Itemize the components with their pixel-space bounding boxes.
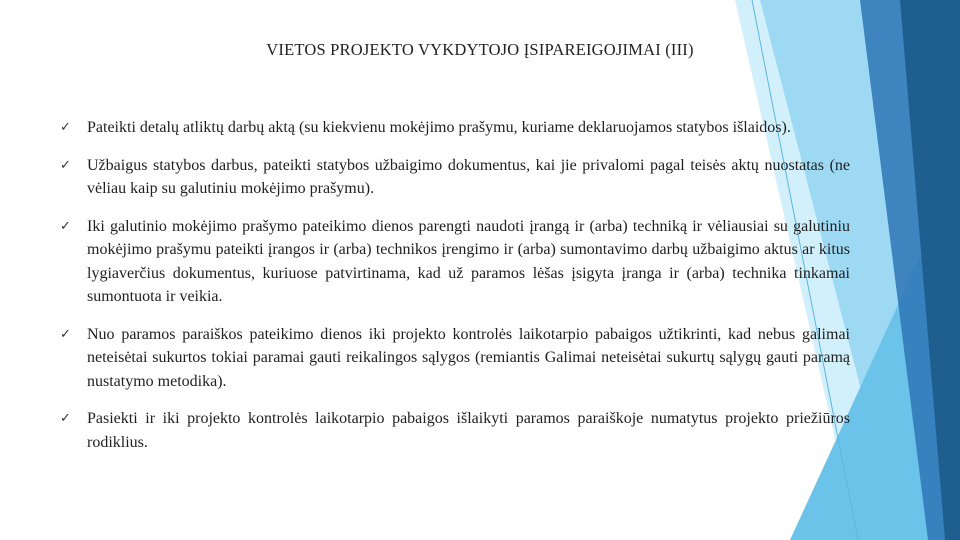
check-icon: ✓ [60, 218, 71, 234]
bullet-text: Pateikti detalų atliktų darbų aktą (su kiekvienu mokėjimo prašymu, kuriame deklaruojamos statybos išlaidos). [87, 119, 791, 136]
bullet-text: Pasiekti ir iki projekto kontrolės laikotarpio pabaigos išlaikyti paramos paraiškoje numatytus projekto priežiūros rodiklius. [87, 410, 850, 451]
slide-title: VIETOS PROJEKTO VYKDYTOJO ĮSIPAREIGOJIMAI (III) [266, 40, 694, 59]
bullet-item [60, 116, 850, 140]
bullet-text: Užbaigus statybos darbus, pateikti statybos užbaigimo dokumentus, kai jie privalomi pagal teisės aktų nuostatas (ne vėliau kaip su galutiniu mokėjimo prašymu). [87, 156, 850, 197]
bullet-item [60, 215, 850, 309]
bullet-item [60, 154, 850, 201]
bullet-item [60, 323, 850, 394]
check-icon: ✓ [60, 120, 71, 135]
check-icon: ✓ [60, 326, 71, 342]
check-icon: ✓ [60, 157, 71, 173]
bullet-text: Nuo paramos paraiškos pateikimo dienos iki projekto kontrolės laikotarpio pabaigos užtikrinti, kad nebus galimai neteisėtai sukurtos tokiai paramai gauti reikalingos sąlygos (remiantis Galimai neteisėtai sukurtų sąlygų gauti paramą nustatymo metodika). [87, 325, 850, 390]
bullet-list [60, 116, 850, 468]
check-icon: ✓ [60, 411, 71, 426]
bullet-text: Iki galutinio mokėjimo prašymo pateikimo dienos parengti naudoti įrangą ir (arba) techniką ir vėliausiai su galutiniu mokėjimo prašymu pateikti įrangos ir (arba) technikos įrengimo ir (arba) sumontavimo darbų užbaigimo aktus ar kitus lygiaverčius dokumentus, kuriuose patvirtinama, kad už paramos lėšas įsigyta įranga ir (arba) technika tinkamai sumontuota ir veikia. [87, 217, 850, 305]
bullet-item [60, 407, 850, 454]
